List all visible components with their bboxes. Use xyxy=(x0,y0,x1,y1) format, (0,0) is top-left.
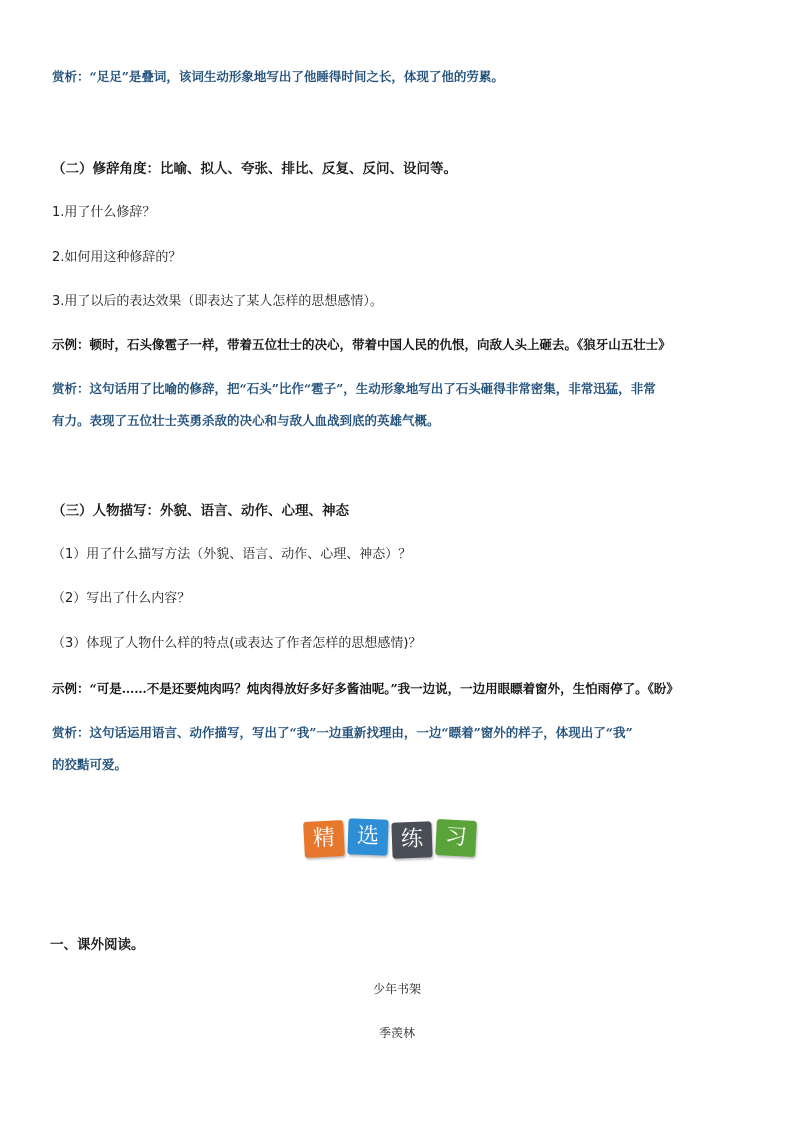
banner-char-3: 练 xyxy=(391,821,432,858)
article-author: 季羡林 xyxy=(378,1026,415,1040)
appreciation-text-continued: 有力。表现了五位壮士英勇杀敌的决心和与敌人血战到底的英雄气概。 xyxy=(52,413,440,428)
question-2: （2）写出了什么内容？ xyxy=(52,591,191,606)
article-title: 少年书架 xyxy=(372,982,421,996)
example-text: 示例：顿时，石头像雹子一样，带着五位壮士的决心，带着中国人民的仇恨，向敌人头上砸去。《狼牙山五壮士》 xyxy=(52,337,671,352)
banner-char-1: 精 xyxy=(303,820,345,858)
practice-banner xyxy=(304,818,476,860)
question-1: 1.用了什么修辞？ xyxy=(52,205,156,220)
section-heading-rhetoric: （二）修辞角度：比喻、拟人、夸张、排比、反复、反问、设问等。 xyxy=(52,161,457,177)
section-heading-character: （三）人物描写：外貌、语言、动作、心理、神态 xyxy=(52,503,349,519)
appreciation-text-continued: 的狡黠可爱。 xyxy=(52,757,128,772)
appreciation-text: 赏析：这句话运用语言、动作描写，写出了“我”一边重新找理由，一边“瞟着”窗外的样子，体现出了“我” xyxy=(52,725,633,740)
banner-char-2: 选 xyxy=(347,818,388,855)
appreciation-text: 赏析：这句话用了比喻的修辞，把“石头”比作“雹子”，生动形象地写出了石头砸得非常密集，非常迅猛，非常 xyxy=(52,381,656,396)
example-text: 示例：“可是……不是还要炖肉吗？炖肉得放好多好多酱油呢。”我一边说，一边用眼瞟着窗外，生怕雨停了。《盼》 xyxy=(52,681,679,696)
exercise-heading: 一、课外阅读。 xyxy=(50,937,145,953)
appreciation-text: 赏析：“足足”是叠词，该词生动形象地写出了他睡得时间之长，体现了他的劳累。 xyxy=(52,69,504,84)
question-2: 2.如何用这种修辞的？ xyxy=(52,250,182,265)
question-1: （1）用了什么描写方法（外貌、语言、动作、心理、神态）？ xyxy=(52,547,412,562)
banner-char-4: 习 xyxy=(435,819,477,857)
question-3: （3）体现了人物什么样的特点(或表达了作者怎样的思想感情)？ xyxy=(52,636,422,651)
question-3: 3.用了以后的表达效果（即表达了某人怎样的思想感情）。 xyxy=(52,294,383,309)
